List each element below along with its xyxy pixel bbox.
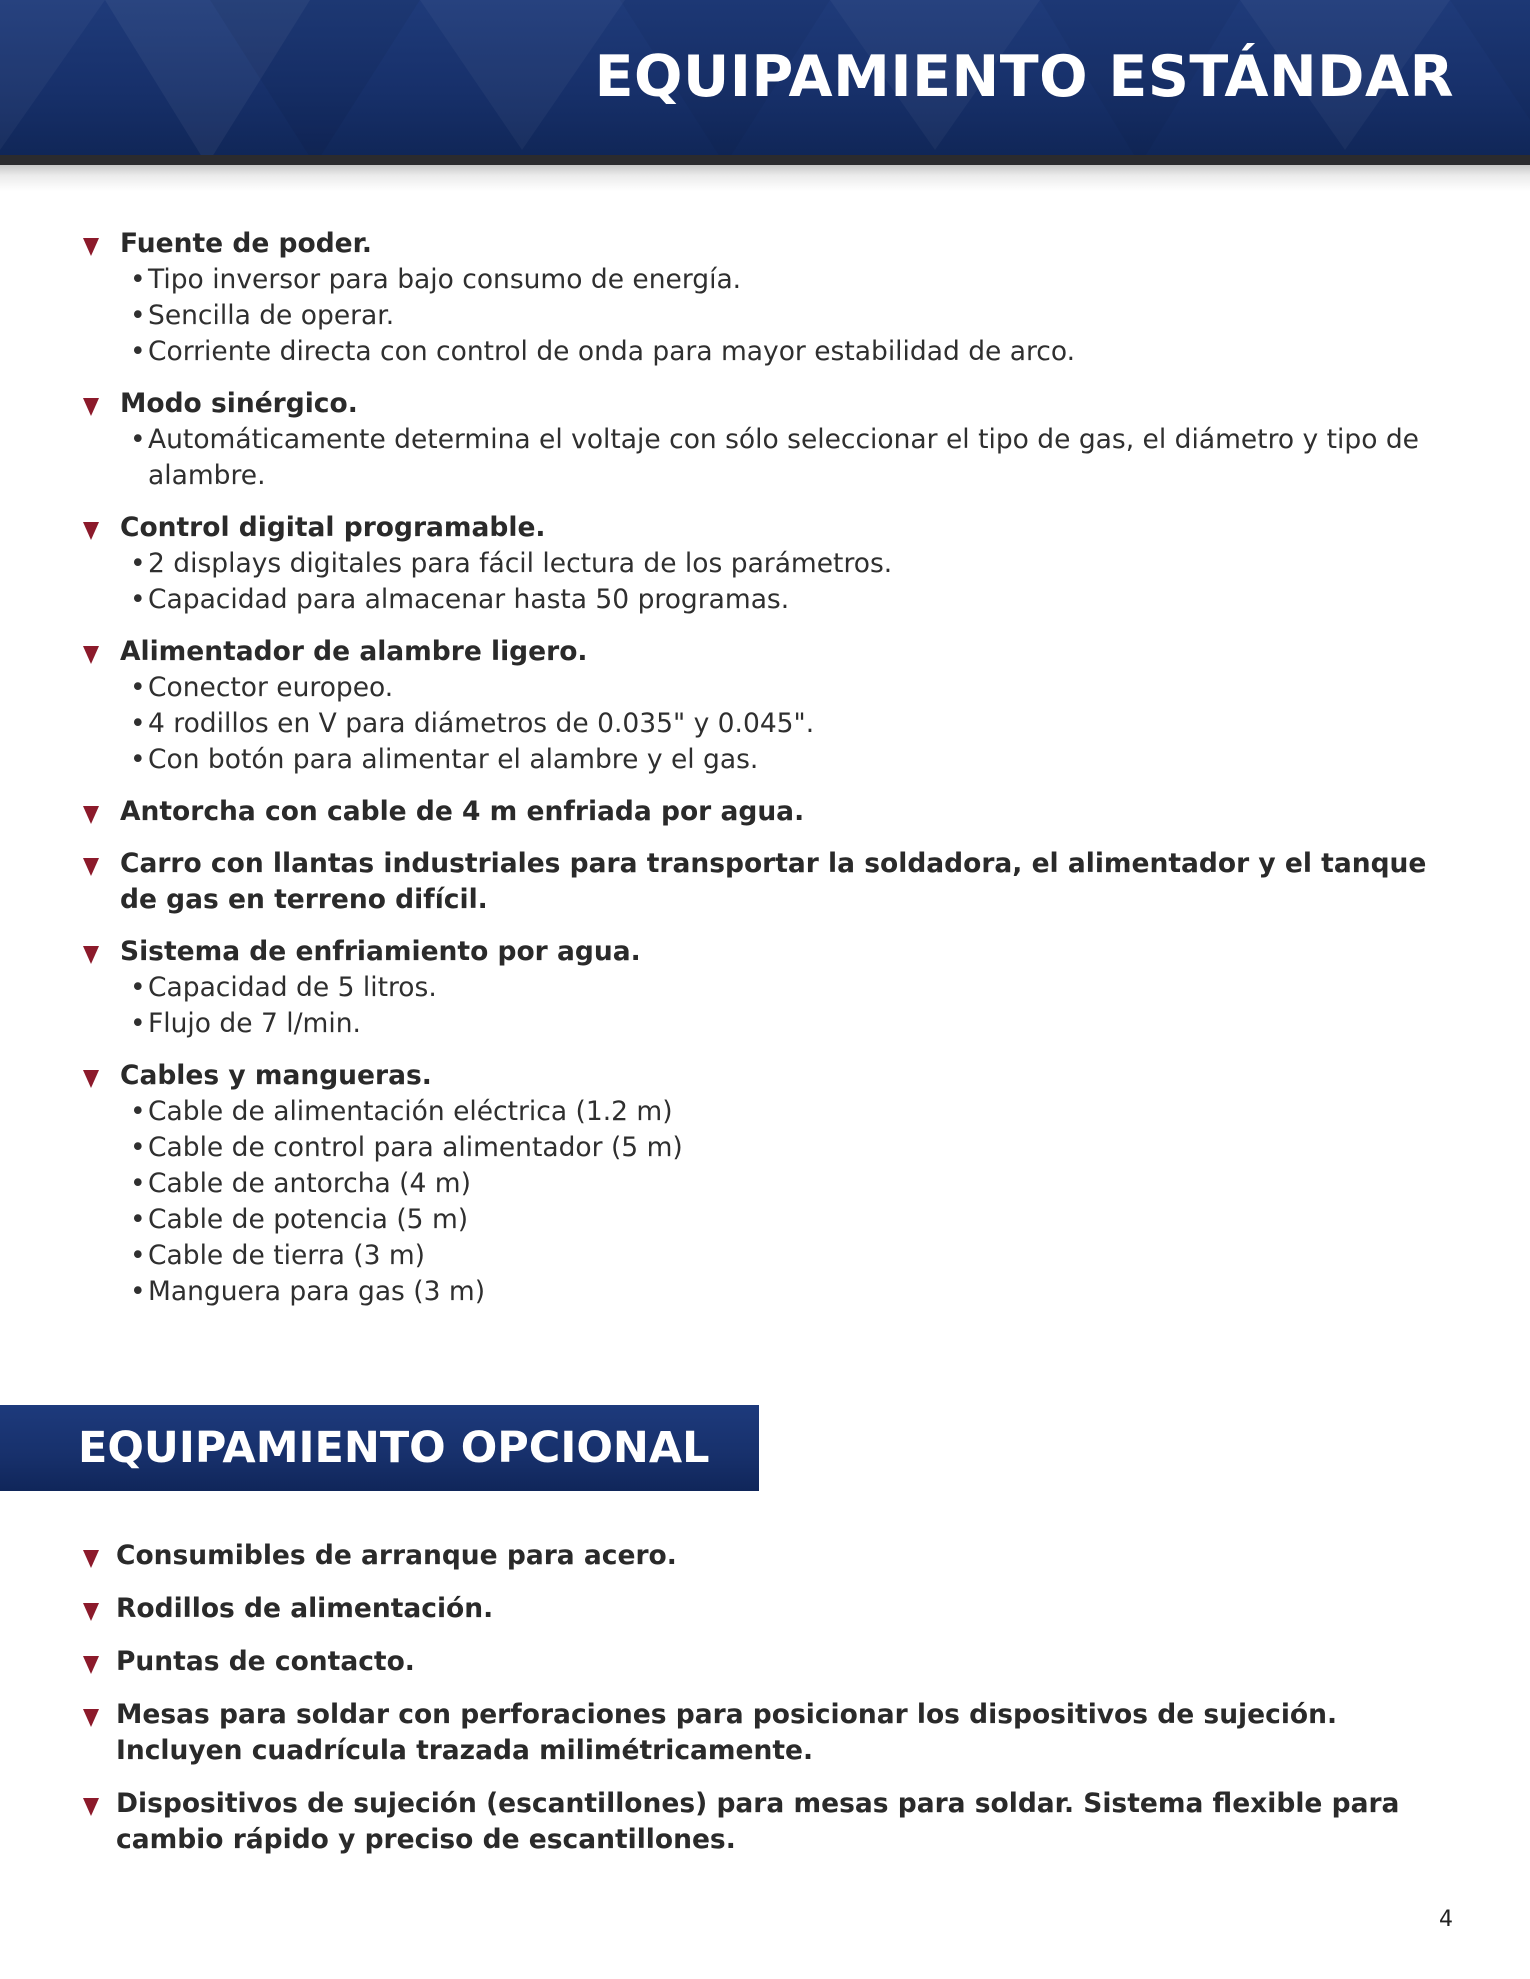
dot-bullet-icon: • — [130, 744, 146, 775]
item-title: Dispositivos de sujeción (escantillones) para mesas para soldar. Sistema flexible para cambio rápido y preciso de escantillones. — [116, 1788, 1400, 1855]
header-shadow — [0, 165, 1530, 191]
sub-list-item: • Cable de tierra (3 m) — [128, 1238, 1460, 1274]
sub-list — [120, 670, 1460, 778]
dot-bullet-icon: • — [130, 708, 146, 739]
sub-list-item: • Capacidad para almacenar hasta 50 programas. — [128, 582, 1460, 618]
list-item — [80, 846, 1460, 918]
dot-bullet-icon: • — [130, 1132, 146, 1163]
sub-list-item: • Cable de antorcha (4 m) — [128, 1166, 1460, 1202]
optional-section-title: EQUIPAMIENTO OPCIONAL — [78, 1423, 710, 1473]
header-bottom-bar — [0, 155, 1530, 165]
dot-bullet-icon: • — [130, 264, 146, 295]
triangle-bullet-icon — [83, 858, 99, 876]
sub-list-item: • Con botón para alimentar el alambre y el gas. — [128, 742, 1460, 778]
item-title: Antorcha con cable de 4 m enfriada por agua. — [120, 796, 805, 827]
sub-list-item: • Sencilla de operar. — [128, 298, 1460, 334]
list-item — [80, 1058, 1460, 1310]
sub-list-item: • Cable de potencia (5 m) — [128, 1202, 1460, 1238]
optional-equipment-list — [80, 1538, 1460, 1875]
triangle-bullet-icon — [83, 1798, 99, 1816]
list-item — [80, 1697, 1460, 1769]
sub-list-item: • Manguera para gas (3 m) — [128, 1274, 1460, 1310]
triangle-bullet-icon — [83, 238, 99, 256]
list-item — [80, 1538, 1460, 1574]
list-item — [80, 794, 1460, 830]
list-item — [80, 1786, 1460, 1858]
list-item — [80, 226, 1460, 370]
triangle-bullet-icon — [83, 1656, 99, 1674]
page-header-band — [0, 0, 1530, 165]
dot-bullet-icon: • — [130, 1276, 146, 1307]
page-title: EQUIPAMIENTO ESTÁNDAR — [594, 44, 1454, 110]
dot-bullet-icon: • — [130, 300, 146, 331]
dot-bullet-icon: • — [130, 424, 146, 455]
dot-bullet-icon: • — [130, 972, 146, 1003]
sub-list-item: • Capacidad de 5 litros. — [128, 970, 1460, 1006]
dot-bullet-icon: • — [130, 1204, 146, 1235]
list-item — [80, 386, 1460, 494]
item-title: Mesas para soldar con perforaciones para posicionar los dispositivos de sujeción. Incluyen cuadrícula trazada milimétricamente. — [116, 1699, 1338, 1766]
dot-bullet-icon: • — [130, 584, 146, 615]
dot-bullet-icon: • — [130, 1008, 146, 1039]
sub-list-item: • Cable de control para alimentador (5 m) — [128, 1130, 1460, 1166]
triangle-bullet-icon — [83, 646, 99, 664]
sub-list-item: • Tipo inversor para bajo consumo de energía. — [128, 262, 1460, 298]
item-title: Puntas de contacto. — [116, 1646, 415, 1677]
triangle-bullet-icon — [83, 806, 99, 824]
dot-bullet-icon: • — [130, 672, 146, 703]
item-title: Control digital programable. — [120, 512, 546, 543]
sub-list-item: • 2 displays digitales para fácil lectura de los parámetros. — [128, 546, 1460, 582]
item-title: Consumibles de arranque para acero. — [116, 1540, 677, 1571]
triangle-bullet-icon — [83, 1709, 99, 1727]
optional-section-header — [0, 1405, 759, 1491]
item-title: Rodillos de alimentación. — [116, 1593, 494, 1624]
sub-list — [120, 546, 1460, 618]
item-title: Alimentador de alambre ligero. — [120, 636, 588, 667]
item-title: Modo sinérgico. — [120, 388, 358, 419]
item-title: Carro con llantas industriales para transportar la soldadora, el alimentador y el tanque de gas en terreno difícil. — [120, 848, 1427, 915]
triangle-bullet-icon — [83, 522, 99, 540]
triangle-bullet-icon — [83, 1070, 99, 1088]
sub-list-item: • Cable de alimentación eléctrica (1.2 m) — [128, 1094, 1460, 1130]
dot-bullet-icon: • — [130, 336, 146, 367]
list-item — [80, 934, 1460, 1042]
standard-equipment-list — [80, 226, 1460, 1326]
page-number: 4 — [1439, 1907, 1453, 1932]
dot-bullet-icon: • — [130, 1096, 146, 1127]
list-item — [80, 1644, 1460, 1680]
item-title: Cables y mangueras. — [120, 1060, 432, 1091]
triangle-bullet-icon — [83, 398, 99, 416]
sub-list-item: • Conector europeo. — [128, 670, 1460, 706]
sub-list-item: • Automáticamente determina el voltaje con sólo seleccionar el tipo de gas, el diámetro y tipo de alambre. — [130, 424, 1419, 491]
triangle-bullet-icon — [83, 1550, 99, 1568]
dot-bullet-icon: • — [130, 1168, 146, 1199]
dot-bullet-icon: • — [130, 548, 146, 579]
list-item — [80, 1591, 1460, 1627]
sub-list-item: • 4 rodillos en V para diámetros de 0.035" y 0.045". — [128, 706, 1460, 742]
list-item — [80, 510, 1460, 618]
triangle-bullet-icon — [83, 946, 99, 964]
sub-list — [120, 422, 1460, 494]
sub-list — [120, 1094, 1460, 1310]
list-item — [80, 634, 1460, 778]
sub-list-item: • Flujo de 7 l/min. — [128, 1006, 1460, 1042]
dot-bullet-icon: • — [130, 1240, 146, 1271]
item-title: Fuente de poder. — [120, 228, 372, 259]
sub-list-item: • Corriente directa con control de onda para mayor estabilidad de arco. — [128, 334, 1460, 370]
sub-list — [120, 970, 1460, 1042]
sub-list — [120, 262, 1460, 370]
triangle-bullet-icon — [83, 1603, 99, 1621]
item-title: Sistema de enfriamiento por agua. — [120, 936, 641, 967]
